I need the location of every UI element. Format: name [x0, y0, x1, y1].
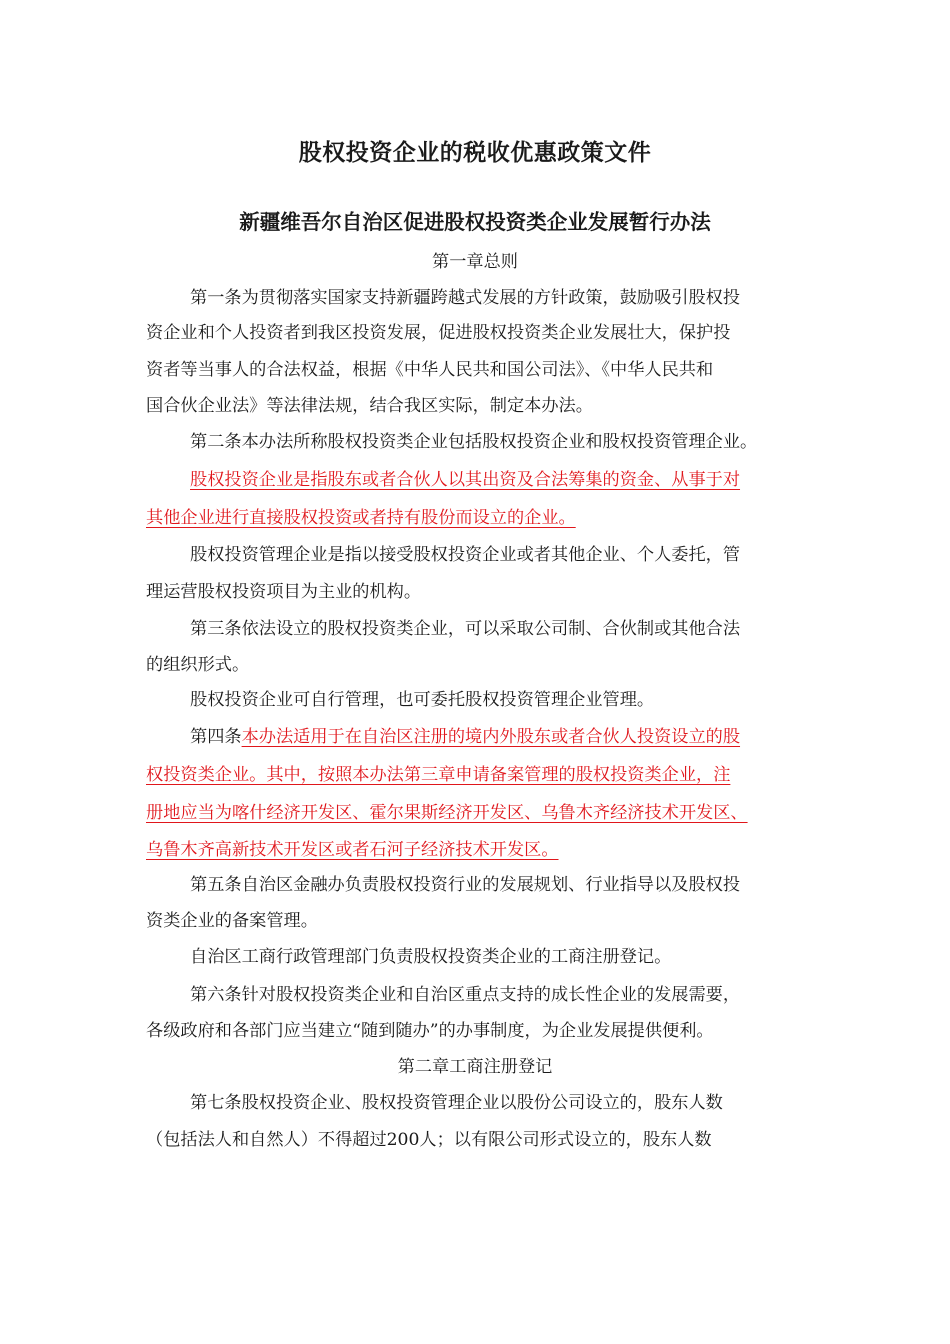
paragraph-line: 资企业和个人投资者到我区投资发展，促进股权投资类企业发展壮大，保护投	[146, 323, 731, 343]
paragraph-line: 第二条本办法所称股权投资类企业包括股权投资企业和股权投资管理企业。	[190, 432, 758, 452]
highlighted-text: 本办法适用于在自治区注册的境内外股东或者合伙人投资设立的股	[241, 727, 741, 747]
paragraph-line: 自治区工商行政管理部门负责股权投资类企业的工商注册登记。	[190, 947, 672, 967]
chapter-heading: 第一章总则	[432, 252, 518, 272]
paragraph-line: 第一条为贯彻落实国家支持新疆跨越式发展的方针政策，鼓励吸引股权投	[190, 288, 741, 308]
article-four-line	[190, 725, 740, 749]
highlighted-line: 股权投资企业是指股东或者合伙人以其出资及合法筹集的资金、从事于对	[190, 470, 741, 490]
paragraph-line: 第六条针对股权投资类企业和自治区重点支持的成长性企业的发展需要，	[190, 985, 741, 1005]
paragraph-line: 各级政府和各部门应当建立“随到随办”的办事制度，为企业发展提供便利。	[146, 1021, 714, 1041]
paragraph-line: 资者等当事人的合法权益，根据《中华人民共和国公司法》、《中华人民共和	[146, 360, 714, 380]
paragraph-line: 国合伙企业法》等法律法规，结合我区实际，制定本办法。	[146, 396, 593, 416]
paragraph-line: 股权投资企业可自行管理，也可委托股权投资管理企业管理。	[190, 690, 655, 710]
highlighted-line: 册地应当为喀什经济开发区、霍尔果斯经济开发区、乌鲁木齐经济技术开发区、	[146, 803, 748, 823]
paragraph-line: 第五条自治区金融办负责股权投资行业的发展规划、行业指导以及股权投	[190, 875, 741, 895]
paragraph-line: 第七条股权投资企业、股权投资管理企业以股份公司设立的，股东人数	[190, 1093, 723, 1113]
chapter-heading: 第二章工商注册登记	[397, 1057, 553, 1077]
paragraph-line: 理运营股权投资项目为主业的机构。	[146, 582, 422, 602]
highlighted-line: 权投资类企业。其中，按照本办法第三章申请备案管理的股权投资类企业，注	[146, 765, 731, 785]
paragraph-line: 资类企业的备案管理。	[146, 911, 318, 931]
highlighted-line: 其他企业进行直接股权投资或者持有股份而设立的企业。	[146, 508, 576, 528]
document-subtitle: 新疆维吾尔自治区促进股权投资类企业发展暂行办法	[239, 210, 711, 234]
paragraph-line: 股权投资管理企业是指以接受股权投资企业或者其他企业、个人委托，管	[190, 545, 741, 565]
highlighted-line: 乌鲁木齐高新技术开发区或者石河子经济技术开发区。	[146, 840, 559, 860]
paragraph-line: 第三条依法设立的股权投资类企业，可以采取公司制、合伙制或其他合法	[190, 619, 741, 639]
paragraph-line: （包括法人和自然人）不得超过200人；以有限公司形式设立的，股东人数	[146, 1130, 712, 1150]
article-label: 第四条	[190, 727, 242, 747]
document-title: 股权投资企业的税收优惠政策文件	[298, 140, 652, 166]
paragraph-line: 的组织形式。	[146, 655, 250, 675]
